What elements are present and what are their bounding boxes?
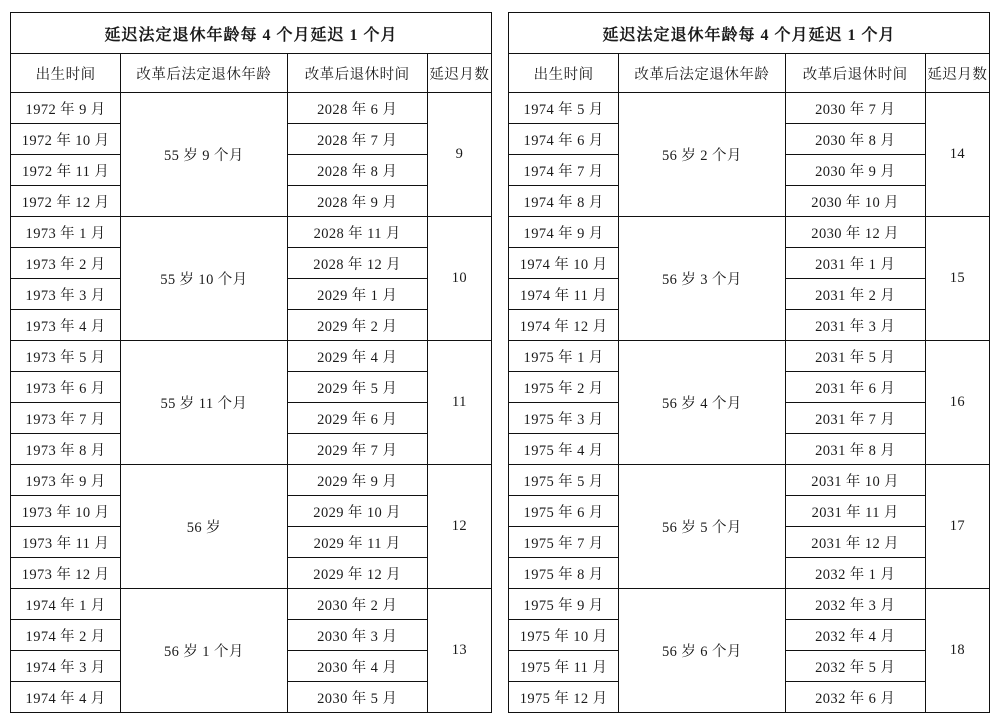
table-row (11, 341, 492, 372)
cell-birth-date: 1973 年 11 月 (11, 527, 121, 558)
table-row (509, 341, 990, 372)
cell-retirement-date: 2030 年 10 月 (785, 186, 925, 217)
column-header-birth: 出生时间 (11, 54, 121, 93)
table-left (10, 12, 492, 707)
cell-retirement-date: 2032 年 4 月 (785, 620, 925, 651)
cell-retirement-date: 2031 年 3 月 (785, 310, 925, 341)
cell-retirement-age: 56 岁 (121, 465, 287, 589)
cell-retirement-age: 55 岁 9 个月 (121, 93, 287, 217)
cell-delay-months: 14 (925, 93, 989, 217)
cell-birth-date: 1975 年 12 月 (509, 682, 619, 713)
cell-delay-months: 10 (427, 217, 491, 341)
column-header-retire: 改革后退休时间 (785, 54, 925, 93)
cell-birth-date: 1974 年 6 月 (509, 124, 619, 155)
cell-birth-date: 1974 年 2 月 (11, 620, 121, 651)
cell-birth-date: 1974 年 1 月 (11, 589, 121, 620)
cell-retirement-date: 2029 年 1 月 (287, 279, 427, 310)
cell-retirement-date: 2029 年 6 月 (287, 403, 427, 434)
column-header-retire: 改革后退休时间 (287, 54, 427, 93)
cell-retirement-date: 2029 年 7 月 (287, 434, 427, 465)
cell-birth-date: 1973 年 9 月 (11, 465, 121, 496)
cell-retirement-date: 2029 年 5 月 (287, 372, 427, 403)
cell-retirement-date: 2031 年 10 月 (785, 465, 925, 496)
cell-retirement-date: 2029 年 10 月 (287, 496, 427, 527)
table-right (508, 12, 990, 707)
cell-birth-date: 1973 年 4 月 (11, 310, 121, 341)
column-gap (496, 12, 504, 694)
cell-delay-months: 12 (427, 465, 491, 589)
cell-birth-date: 1972 年 12 月 (11, 186, 121, 217)
table-row (509, 465, 990, 496)
cell-retirement-date: 2030 年 3 月 (287, 620, 427, 651)
cell-retirement-age: 55 岁 10 个月 (121, 217, 287, 341)
cell-retirement-age: 56 岁 6 个月 (619, 589, 785, 713)
cell-retirement-date: 2031 年 11 月 (785, 496, 925, 527)
cell-birth-date: 1975 年 9 月 (509, 589, 619, 620)
cell-retirement-age: 56 岁 2 个月 (619, 93, 785, 217)
cell-retirement-date: 2029 年 4 月 (287, 341, 427, 372)
table-row (509, 589, 990, 620)
cell-retirement-date: 2031 年 6 月 (785, 372, 925, 403)
cell-birth-date: 1974 年 5 月 (509, 93, 619, 124)
table-row (11, 589, 492, 620)
cell-birth-date: 1975 年 1 月 (509, 341, 619, 372)
cell-retirement-date: 2030 年 7 月 (785, 93, 925, 124)
table-row (11, 217, 492, 248)
cell-birth-date: 1975 年 4 月 (509, 434, 619, 465)
cell-birth-date: 1974 年 11 月 (509, 279, 619, 310)
cell-retirement-date: 2030 年 2 月 (287, 589, 427, 620)
cell-birth-date: 1973 年 7 月 (11, 403, 121, 434)
cell-retirement-date: 2030 年 9 月 (785, 155, 925, 186)
cell-retirement-age: 56 岁 4 个月 (619, 341, 785, 465)
retirement-schedule-table-right (508, 12, 990, 713)
cell-birth-date: 1974 年 7 月 (509, 155, 619, 186)
cell-retirement-date: 2029 年 12 月 (287, 558, 427, 589)
cell-birth-date: 1973 年 5 月 (11, 341, 121, 372)
cell-birth-date: 1975 年 11 月 (509, 651, 619, 682)
table-row (509, 217, 990, 248)
cell-birth-date: 1973 年 1 月 (11, 217, 121, 248)
cell-birth-date: 1972 年 11 月 (11, 155, 121, 186)
table-row (11, 93, 492, 124)
cell-retirement-date: 2031 年 7 月 (785, 403, 925, 434)
cell-birth-date: 1974 年 8 月 (509, 186, 619, 217)
retirement-schedule-table-left (10, 12, 492, 713)
cell-delay-months: 11 (427, 341, 491, 465)
column-header-delay: 延迟月数 (925, 54, 989, 93)
cell-delay-months: 15 (925, 217, 989, 341)
cell-retirement-date: 2030 年 5 月 (287, 682, 427, 713)
cell-birth-date: 1975 年 8 月 (509, 558, 619, 589)
column-header-age: 改革后法定退休年龄 (619, 54, 785, 93)
table-title-row (509, 13, 990, 54)
cell-retirement-date: 2031 年 2 月 (785, 279, 925, 310)
cell-birth-date: 1974 年 3 月 (11, 651, 121, 682)
table-header-row (509, 54, 990, 93)
cell-retirement-date: 2032 年 6 月 (785, 682, 925, 713)
cell-birth-date: 1975 年 5 月 (509, 465, 619, 496)
cell-delay-months: 13 (427, 589, 491, 713)
cell-birth-date: 1973 年 3 月 (11, 279, 121, 310)
table-body-right (509, 93, 990, 713)
cell-delay-months: 16 (925, 341, 989, 465)
column-header-birth: 出生时间 (509, 54, 619, 93)
cell-retirement-date: 2030 年 4 月 (287, 651, 427, 682)
cell-retirement-date: 2028 年 8 月 (287, 155, 427, 186)
cell-retirement-age: 56 岁 3 个月 (619, 217, 785, 341)
cell-retirement-date: 2031 年 8 月 (785, 434, 925, 465)
cell-retirement-age: 56 岁 5 个月 (619, 465, 785, 589)
cell-retirement-date: 2028 年 6 月 (287, 93, 427, 124)
cell-birth-date: 1975 年 6 月 (509, 496, 619, 527)
cell-birth-date: 1973 年 12 月 (11, 558, 121, 589)
cell-delay-months: 18 (925, 589, 989, 713)
cell-retirement-date: 2028 年 9 月 (287, 186, 427, 217)
cell-retirement-date: 2032 年 1 月 (785, 558, 925, 589)
cell-retirement-date: 2028 年 12 月 (287, 248, 427, 279)
cell-birth-date: 1973 年 10 月 (11, 496, 121, 527)
cell-birth-date: 1973 年 2 月 (11, 248, 121, 279)
cell-retirement-date: 2032 年 3 月 (785, 589, 925, 620)
cell-retirement-date: 2028 年 7 月 (287, 124, 427, 155)
cell-retirement-date: 2031 年 12 月 (785, 527, 925, 558)
table-row (11, 465, 492, 496)
cell-retirement-date: 2031 年 1 月 (785, 248, 925, 279)
cell-retirement-date: 2031 年 5 月 (785, 341, 925, 372)
cell-birth-date: 1973 年 8 月 (11, 434, 121, 465)
cell-retirement-date: 2028 年 11 月 (287, 217, 427, 248)
cell-retirement-date: 2032 年 5 月 (785, 651, 925, 682)
table-title-row (11, 13, 492, 54)
cell-retirement-age: 56 岁 1 个月 (121, 589, 287, 713)
cell-birth-date: 1974 年 12 月 (509, 310, 619, 341)
table-row (509, 93, 990, 124)
cell-birth-date: 1975 年 3 月 (509, 403, 619, 434)
cell-retirement-date: 2029 年 2 月 (287, 310, 427, 341)
cell-birth-date: 1973 年 6 月 (11, 372, 121, 403)
table-title: 延迟法定退休年龄每 4 个月延迟 1 个月 (509, 13, 990, 54)
cell-birth-date: 1974 年 10 月 (509, 248, 619, 279)
cell-birth-date: 1972 年 9 月 (11, 93, 121, 124)
column-header-delay: 延迟月数 (427, 54, 491, 93)
cell-retirement-date: 2029 年 9 月 (287, 465, 427, 496)
cell-retirement-date: 2030 年 8 月 (785, 124, 925, 155)
cell-retirement-date: 2030 年 12 月 (785, 217, 925, 248)
cell-birth-date: 1975 年 7 月 (509, 527, 619, 558)
tables-container (10, 12, 990, 707)
cell-delay-months: 9 (427, 93, 491, 217)
cell-birth-date: 1975 年 2 月 (509, 372, 619, 403)
column-header-age: 改革后法定退休年龄 (121, 54, 287, 93)
table-header-row (11, 54, 492, 93)
cell-birth-date: 1974 年 9 月 (509, 217, 619, 248)
cell-birth-date: 1974 年 4 月 (11, 682, 121, 713)
cell-retirement-date: 2029 年 11 月 (287, 527, 427, 558)
cell-birth-date: 1975 年 10 月 (509, 620, 619, 651)
cell-delay-months: 17 (925, 465, 989, 589)
cell-birth-date: 1972 年 10 月 (11, 124, 121, 155)
cell-retirement-age: 55 岁 11 个月 (121, 341, 287, 465)
table-body-left (11, 93, 492, 713)
table-title: 延迟法定退休年龄每 4 个月延迟 1 个月 (11, 13, 492, 54)
